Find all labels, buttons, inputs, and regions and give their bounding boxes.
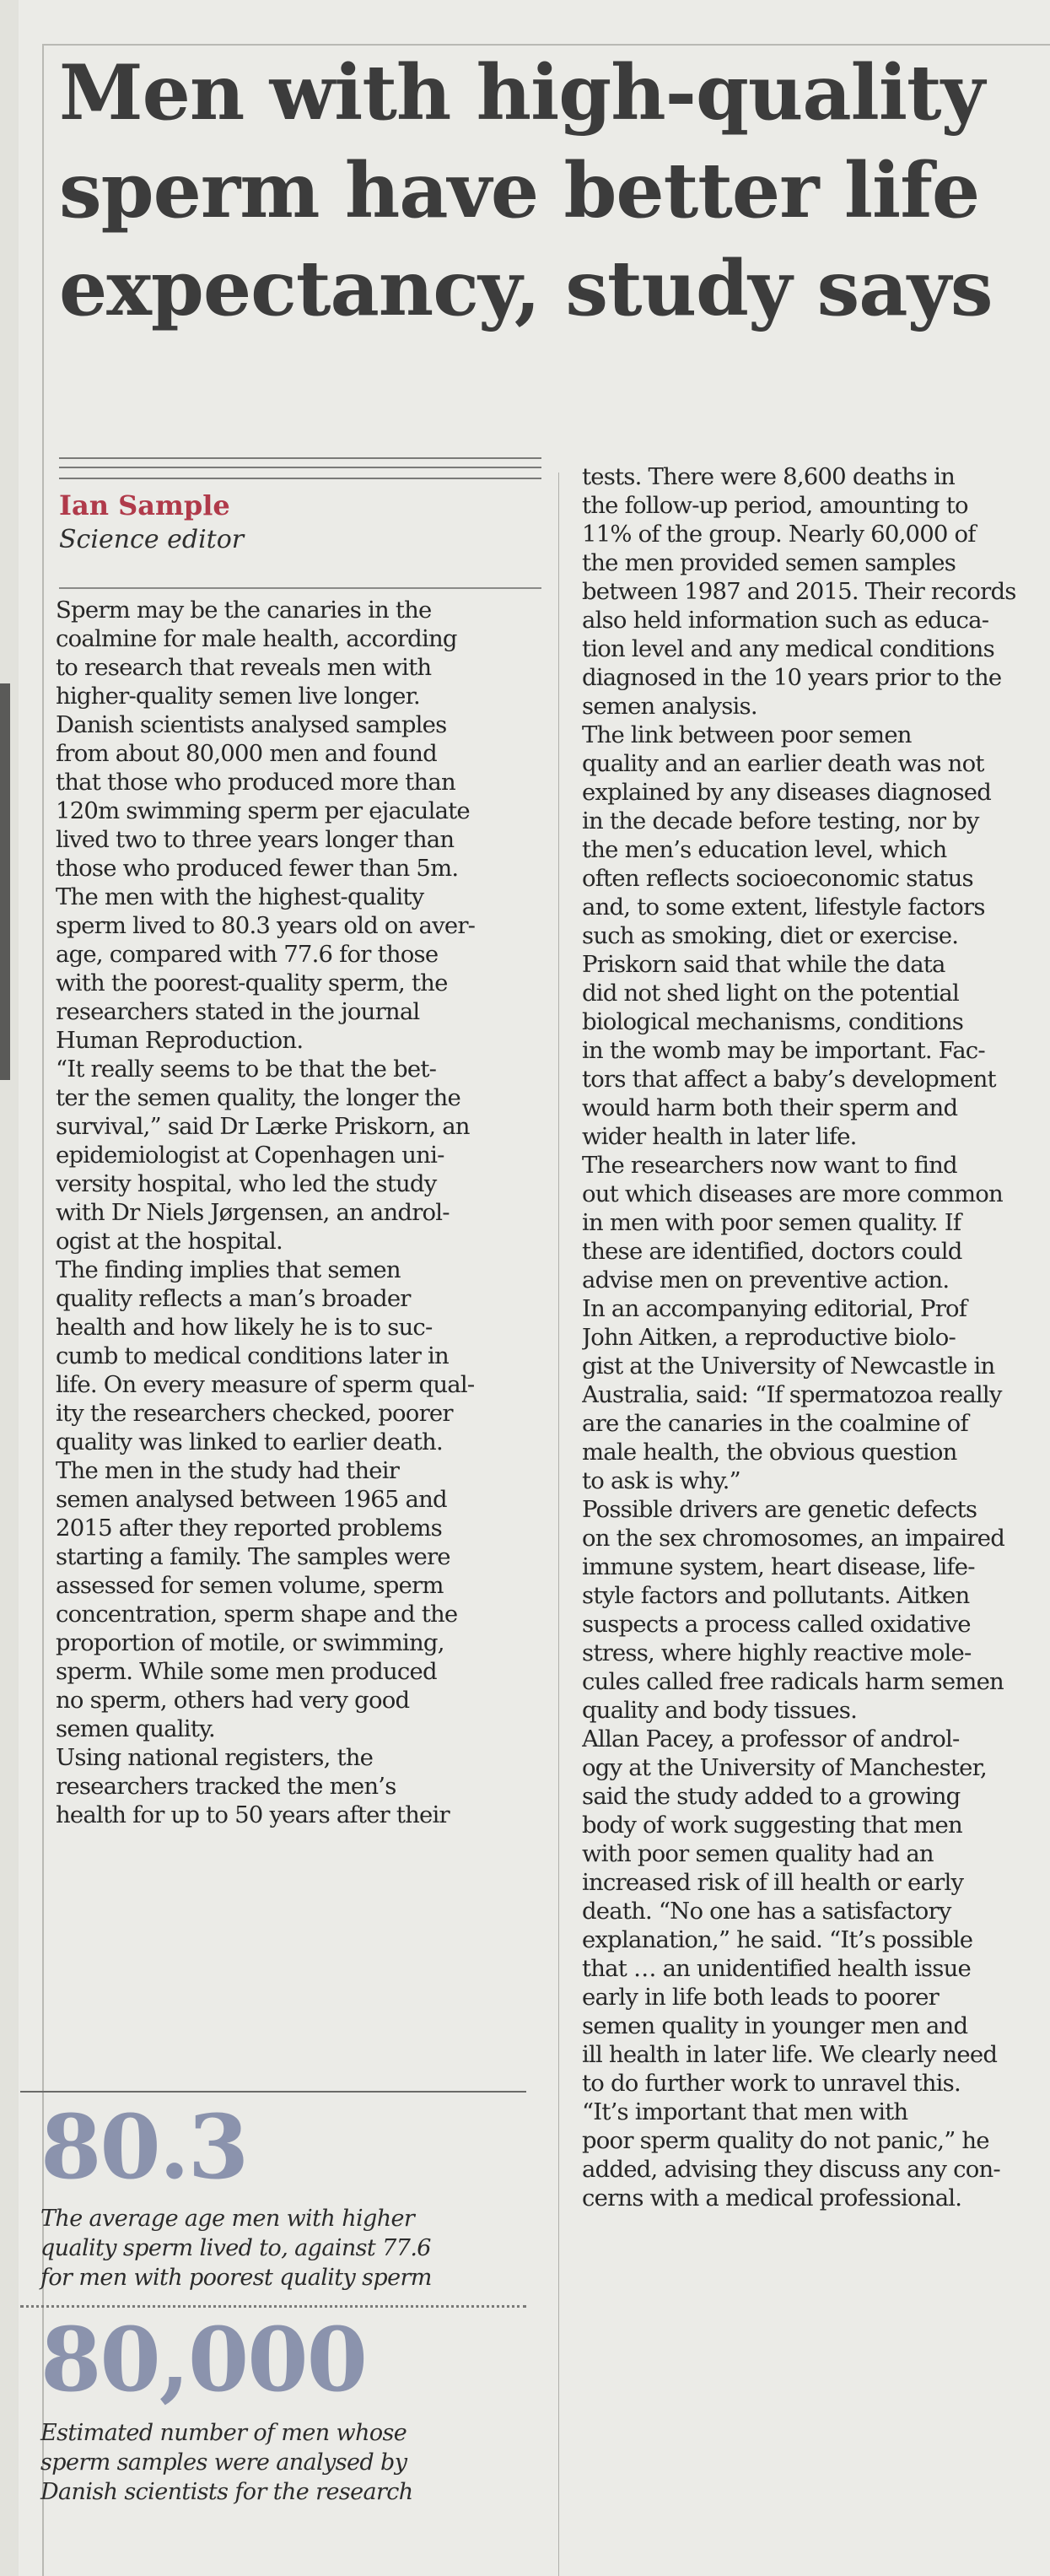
headline-line: sperm have better life [59,146,980,235]
column-divider [558,473,559,2576]
stat-caption-age: The average age men with higher quality sperm lived to, against 77.6 for men with poorest quality sperm [40,2206,432,2291]
headline-line: expectancy, study says [59,244,993,333]
headline [59,44,1050,338]
scan-edge [0,0,19,2576]
byline-rules [59,457,541,479]
stat-value-men: 80,000 [40,2308,367,2411]
article-column-left: Sperm may be the canaries in the coalmine for male health, according to research that reveals men with higher-quality semen live longer. Danish scientists analysed samples from about 80,000 men and found that those who produced more than 120m swimming sperm per ejaculate lived two to three years longer than those who produced fewer than 5m. The men with the highest-quality sperm lived to 80.3 years old on aver- age, compared with 77.6 for those with the poorest-quality sperm, the researchers stated in the journal Human Reproduction. “It really seems to be that the bet- ter the semen quality, the longer the survival,” said Dr Lærke Priskorn, an epidemiologist at Copenhagen uni- versity hospital, who led the study with Dr Niels Jørgensen, an androl- ogist at the hospital. The finding implies that semen quality reflects a man’s broader health and how likely he is to suc- cumb to medical conditions later in life. On every measure of sperm qual- ity the researchers checked, poorer quality was linked to earlier death. The men in the study had their semen analysed between 1965 and 2015 after they reported problems starting a family. The samples were assessed for semen volume, sperm concentration, sperm shape and the proportion of motile, or swimming, sperm. While some men produced no sperm, others had very good semen quality. Using national registers, the researchers tracked the men’s health for up to 50 years after their [56,597,476,1828]
author-name: Ian Sample [59,489,230,521]
byline-divider [59,587,541,589]
stat-value-age: 80.3 [40,2095,248,2199]
stat-divider [20,2091,526,2093]
article-column-right: tests. There were 8,600 deaths in the follow-up period, amounting to 11% of the group. Nearly 60,000 of the men provided semen samples between 1987 and 2015. Their records also held information such as educa- tion level and any medical conditions diagnosed in the 10 years prior to the semen analysis. The link between poor semen quality and an earlier death was not explained by any diseases diagnosed in the decade before testing, nor by the men’s education level, which often reflects socioeconomic status and, to some extent, lifestyle factors such as smoking, diet or exercise. Priskorn said that while the data did not shed light on the potential biological mechanisms, conditions in the womb may be important. Fac- tors that affect a baby’s development would harm both their sperm and wider health in later life. The researchers now want to find out which diseases are more common in men with poor semen quality. If these are identified, doctors could advise men on preventive action. In an accompanying editorial, Prof John Aitken, a reproductive biolo- gist at the University of Newcastle in Australia, said: “If spermatozoa really are the canaries in the coalmine of male health, the obvious question to ask is why.” Possible drivers are genetic defects on the sex chromosomes, an impaired immune system, heart disease, life- style factors and pollutants. Aitken suspects a process called oxidative stress, where highly reactive mole- cules called free radicals harm semen quality and body tissues. Allan Pacey, a professor of androl- ogy at the University of Manchester, said the study added to a growing body of work suggesting that men with poor semen quality had an increased risk of ill health or early death. “No one has a satisfactory explanation,” he said. “It’s possible that … an unidentified health issue early in life both leads to poorer semen quality in younger men and ill health in later life. We clearly need to do further work to unravel this. “It’s important that men with poor sperm quality do not panic,” he added, advising they discuss any con- cerns with a medical professional. [582,463,1016,2211]
stat-caption-men: Estimated number of men whose sperm samples were analysed by Danish scientists for the research [40,2420,413,2505]
headline-line: Men with high-quality [59,48,984,138]
scan-shadow [0,683,10,1080]
author-role: Science editor [59,525,245,554]
